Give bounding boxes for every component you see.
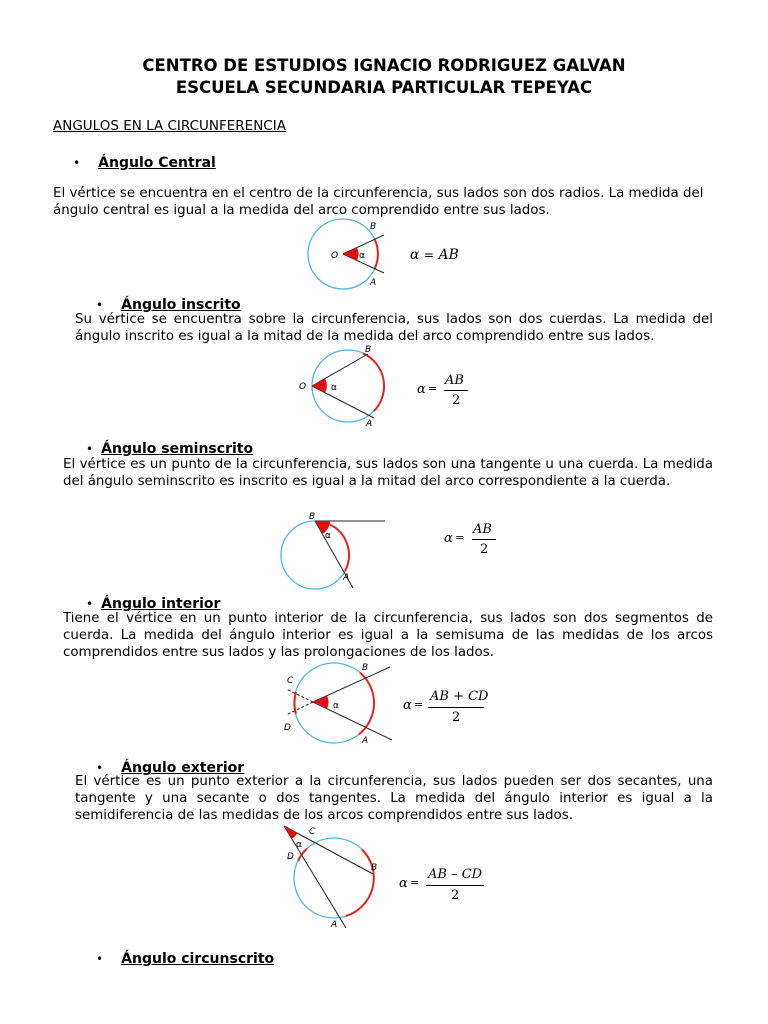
header-line-1: CENTRO DE ESTUDIOS IGNACIO RODRIGUEZ GALVAN: [142, 56, 626, 75]
title-angulo-interior: Ángulo interior: [101, 596, 221, 612]
text-angulo-seminscrito: El vértice es un punto de la circunferencia, sus lados son una tangente u una cuerda. La medida del ángulo seminscrito es inscrito es igual a la mitad del arco correspondiente a la cuerda.: [63, 457, 713, 489]
formula-eq: =: [410, 876, 420, 889]
vertex-label: O: [299, 382, 307, 392]
point-b-label: B: [309, 512, 316, 522]
point-b-label: B: [365, 345, 372, 355]
arc-shape: [363, 353, 384, 411]
point-b-label: B: [370, 222, 377, 232]
fraction-bar: [428, 707, 484, 708]
formula-denominator: 2: [480, 542, 489, 557]
title-angulo-central: Ángulo Central: [98, 155, 216, 171]
text-angulo-exterior: El vértice es un punto exterior a la circunferencia, sus lados pueden ser dos secantes, una tangente y una secante o dos tangentes. La medida del ángulo interior es igual a la semidiferencia de las medidas de los arcos comprendidos entre sus lados.: [75, 774, 713, 823]
side-line: [312, 386, 374, 418]
formula-lhs: α: [399, 876, 408, 891]
diagram-angulo-seminscrito: [275, 508, 390, 594]
formula-lhs: α: [417, 382, 426, 397]
point-a-label: A: [343, 573, 350, 583]
fraction-bar: [472, 539, 496, 540]
bullet-icon: •: [73, 156, 81, 170]
angle-fill: [312, 379, 327, 393]
point-b-label: B: [371, 863, 378, 873]
formula-denominator: 2: [452, 393, 461, 408]
point-a-label: A: [362, 736, 369, 746]
formula-eq: =: [428, 382, 438, 395]
bullet-central: [73, 152, 216, 171]
vertex-label: O: [331, 251, 339, 261]
title-angulo-inscrito: Ángulo inscrito: [121, 297, 241, 313]
extension-line: [286, 689, 313, 702]
arc-shape: [346, 850, 374, 917]
formula-numerator: AB – CD: [428, 867, 483, 882]
angle-label: α: [325, 531, 331, 541]
angle-label: α: [331, 383, 337, 393]
formula-eq: =: [414, 698, 424, 711]
text-angulo-central: El vértice se encuentra en el centro de la circunferencia, sus lados son dos radios. La medida del ángulo central es igual a la medida del arco comprendido entre sus lados.: [53, 186, 704, 218]
point-c-label: C: [309, 827, 316, 837]
point-d-label: D: [287, 852, 294, 862]
formula-numerator: AB: [445, 373, 464, 388]
formula-lhs: α: [444, 531, 453, 546]
bullet-icon: •: [86, 597, 94, 611]
fraction-bar: [444, 390, 468, 391]
angle-label: α: [359, 251, 365, 261]
formula-rhs: AB: [438, 247, 459, 263]
formula-lhs: α: [403, 698, 412, 713]
point-d-label: D: [284, 723, 291, 733]
diagram-angulo-inscrito: [295, 342, 415, 430]
text-angulo-interior: Tiene el vértice en un punto interior de la circunferencia, sus lados son dos segmentos de cuerda. La medida del ángulo interior es igual a la semisuma de las medidas de los arcos comprendidos entre sus lados y las prolongaciones de los lados.: [63, 611, 713, 660]
angle-fill: [343, 248, 358, 261]
side-line: [312, 354, 368, 386]
angle-label: α: [296, 840, 302, 850]
bullet-icon: •: [96, 952, 104, 966]
formula-numerator: AB + CD: [430, 689, 489, 704]
bullet-circunscrito: [96, 948, 274, 967]
formula-numerator: AB: [473, 522, 492, 537]
bullet-seminscrito: [86, 438, 253, 457]
section-title: ANGULOS EN LA CIRCUNFERENCIA: [53, 118, 286, 134]
side-line: [313, 702, 392, 740]
title-angulo-seminscrito: Ángulo seminscrito: [101, 441, 254, 457]
angle-label: α: [333, 701, 339, 711]
formula-denominator: 2: [452, 710, 461, 725]
secant-line: [284, 826, 373, 874]
fraction-bar: [426, 885, 484, 886]
point-b-label: B: [362, 663, 369, 673]
formula-central: [410, 247, 459, 263]
angle-fill: [313, 696, 329, 709]
bullet-icon: •: [96, 298, 104, 312]
point-a-label: A: [366, 419, 373, 429]
formula-eq: =: [455, 531, 465, 544]
diagram-angulo-interior: [278, 662, 403, 746]
formula-lhs: α: [410, 247, 420, 263]
point-a-label: A: [331, 920, 338, 930]
arc-shape: [375, 239, 378, 268]
formula-eq: =: [423, 248, 434, 262]
header-line-2: ESCUELA SECUNDARIA PARTICULAR TEPEYAC: [175, 78, 593, 97]
point-a-label: A: [370, 278, 377, 288]
diagram-angulo-exterior: [278, 822, 403, 934]
formula-denominator: 2: [451, 888, 460, 903]
title-angulo-circunscrito: Ángulo circunscrito: [121, 951, 275, 967]
point-c-label: C: [287, 676, 294, 686]
extension-line: [286, 702, 313, 715]
bullet-icon: •: [96, 761, 104, 775]
title-angulo-exterior: Ángulo exterior: [121, 760, 245, 776]
bullet-icon: •: [86, 442, 94, 456]
text-angulo-inscrito: Su vértice se encuentra sobre la circunferencia, sus lados son dos cuerdas. La medida del ángulo inscrito es igual a la mitad de la medida del arco comprendido entre sus lados.: [75, 312, 713, 344]
